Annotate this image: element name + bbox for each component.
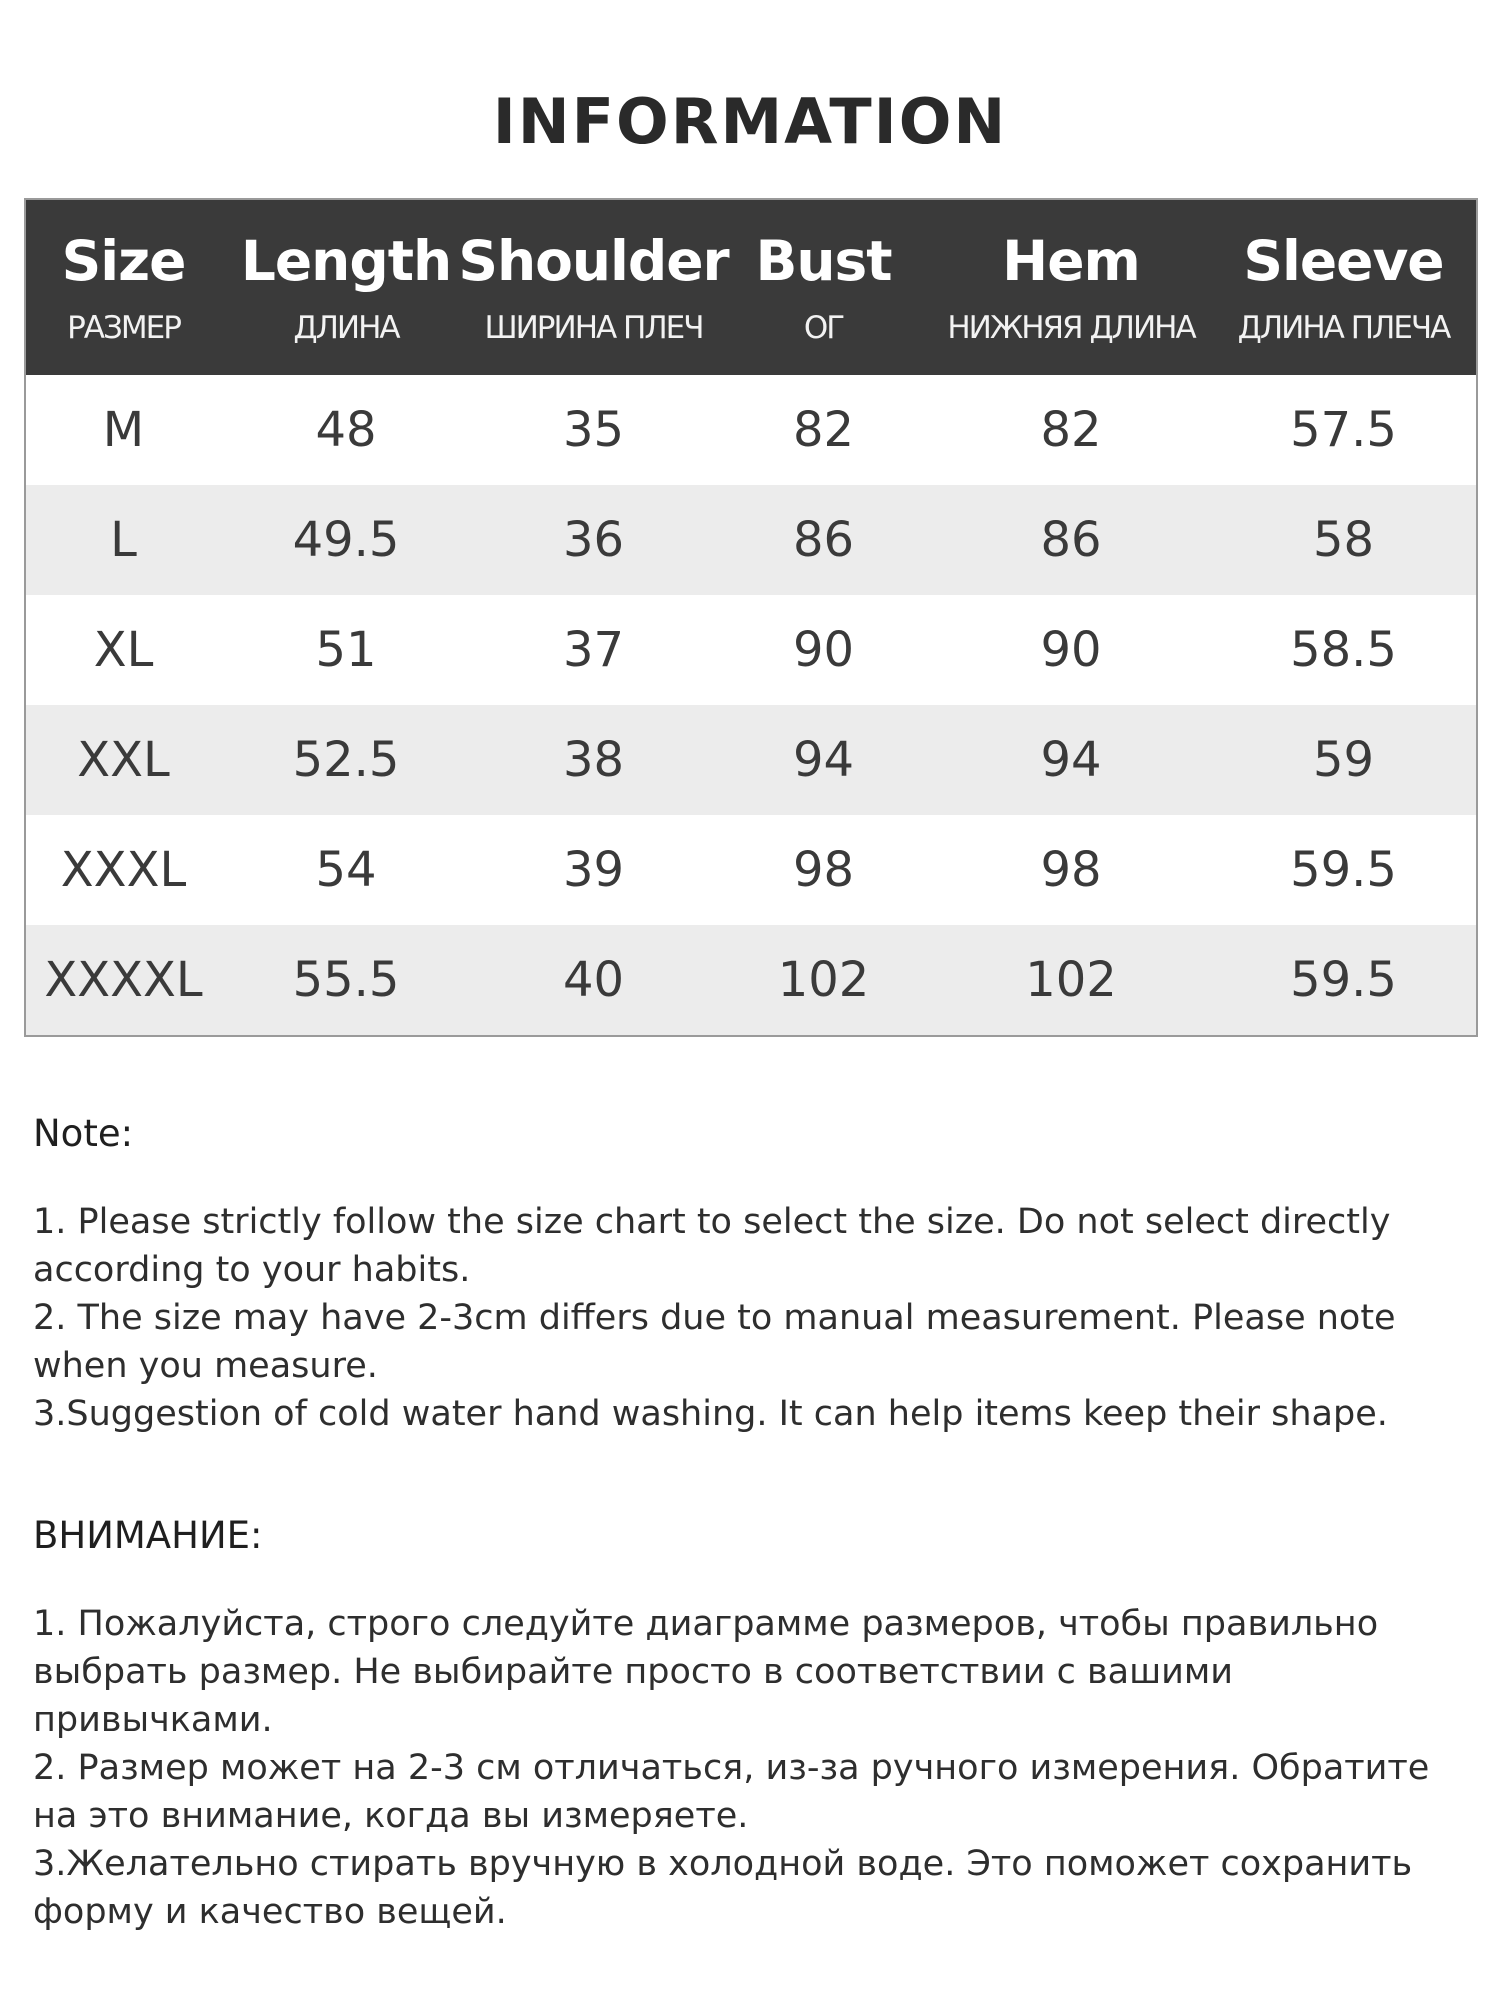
measurement-value: 102 [1025,952,1117,1008]
note-line: when you measure. [33,1346,378,1386]
measurement-value: 102 [777,952,870,1008]
measurement-value: 51 [315,622,377,678]
table-cell [221,375,471,485]
measurement-value: 82 [1040,402,1102,458]
note-ru-heading: ВНИМАНИЕ: [33,1514,263,1557]
table-cell [716,595,931,705]
table-cell [26,485,221,595]
header-length [221,200,471,375]
table-body [26,375,1476,1035]
measurement-value: 90 [792,622,855,678]
measurement-value: 58 [1312,512,1375,568]
measurement-value: 94 [792,732,855,788]
table-row [26,595,1476,705]
table-cell [471,485,716,595]
table-cell [716,815,931,925]
note-line: 1. Please strictly follow the size chart to select the size. Do not select directly [33,1202,1391,1242]
measurement-value: 82 [792,402,855,458]
table-row [26,375,1476,485]
measurement-value: 48 [315,402,377,458]
note-ru-section [33,1512,1463,1936]
measurement-value: 40 [562,952,625,1008]
table-cell [221,815,471,925]
table-cell [931,815,1211,925]
table-cell [931,595,1211,705]
table-cell [1211,375,1476,485]
note-en-lines [33,1198,1463,1438]
measurement-value: 54 [315,842,377,898]
table-cell [1211,485,1476,595]
measurement-value: 37 [562,622,625,678]
measurement-value: 90 [1040,622,1102,678]
note-ru-lines [33,1600,1463,1936]
note-line: на это внимание, когда вы измеряете. [33,1796,749,1836]
table-cell [471,595,716,705]
measurement-value: 38 [562,732,625,788]
measurement-value: 58.5 [1290,622,1397,678]
measurement-value: 39 [562,842,625,898]
table-cell [26,595,221,705]
table-cell [26,705,221,815]
table-cell [716,375,931,485]
measurement-value: 59.5 [1290,952,1397,1008]
measurement-value: 98 [792,842,855,898]
table-cell [471,925,716,1035]
header-label-ru: ДЛИНА ПЛЕЧА [1237,309,1450,346]
table-cell [716,485,931,595]
table-cell [26,815,221,925]
table-cell [931,375,1211,485]
table-cell [716,705,931,815]
size-label: XXL [77,732,170,788]
header-label-ru: ДЛИНА [293,309,399,346]
table-row [26,705,1476,815]
header-label-en: Sleeve [1243,228,1444,293]
header-hem [931,200,1211,375]
note-en-section [33,1110,1463,1438]
header-label-en: Bust [755,228,892,293]
size-label: XXXXL [44,952,203,1008]
table-cell [471,705,716,815]
size-chart-table [24,198,1478,1037]
note-line: 3.Suggestion of cold water hand washing. It can help items keep their shape. [33,1394,1388,1434]
table-cell [1211,925,1476,1035]
table-cell [716,925,931,1035]
table-cell [221,705,471,815]
note-line: привычками. [33,1700,273,1740]
measurement-value: 52.5 [292,732,400,788]
table-header [26,200,1476,375]
table-cell [931,925,1211,1035]
table-cell [931,485,1211,595]
size-label: XL [93,622,154,678]
header-label-ru: НИЖНЯЯ ДЛИНА [947,309,1195,346]
header-sleeve [1211,200,1476,375]
header-label-en: Hem [1002,228,1140,293]
note-line: выбрать размер. Не выбирайте просто в соответствии с вашими [33,1652,1234,1692]
page-title: INFORMATION [492,85,1008,158]
header-label-en: Shoulder [458,228,729,293]
measurement-value: 35 [562,402,625,458]
measurement-value: 57.5 [1290,402,1397,458]
size-label: XXXL [60,842,187,898]
header-label-ru: ОГ [803,309,844,346]
note-line: according to your habits. [33,1250,471,1290]
table-row [26,485,1476,595]
table-cell [221,595,471,705]
size-label: M [102,402,145,458]
measurement-value: 36 [562,512,625,568]
note-line: форму и качество вещей. [33,1892,507,1932]
table-cell [1211,595,1476,705]
table-cell [1211,815,1476,925]
table-cell [26,925,221,1035]
note-line: 2. The size may have 2-3cm differs due to manual measurement. Please note [33,1298,1396,1338]
header-size [26,200,221,375]
header-label-en: Size [61,228,186,293]
table-cell [471,815,716,925]
measurement-value: 98 [1040,842,1102,898]
table-row [26,815,1476,925]
measurement-value: 55.5 [292,952,400,1008]
header-bust [716,200,931,375]
header-label-ru: ШИРИНА ПЛЕЧ [484,309,703,346]
table-row [26,925,1476,1035]
measurement-value: 86 [792,512,855,568]
header-shoulder [458,200,729,375]
header-label-ru: РАЗМЕР [67,309,180,346]
note-en-heading: Note: [33,1112,134,1155]
measurement-value: 49.5 [292,512,400,568]
header-label-en: Length [240,228,452,293]
table-cell [221,485,471,595]
measurement-value: 94 [1040,732,1102,788]
measurement-value: 59 [1312,732,1375,788]
measurement-value: 59.5 [1290,842,1397,898]
note-line: 1. Пожалуйста, строго следуйте диаграмме размеров, чтобы правильно [33,1604,1379,1644]
table-cell [26,375,221,485]
note-line: 3.Желательно стирать вручную в холодной воде. Это поможет сохранить [33,1844,1413,1884]
table-cell [931,705,1211,815]
table-cell [221,925,471,1035]
table-cell [471,375,716,485]
size-label: L [110,512,137,568]
table-cell [1211,705,1476,815]
note-line: 2. Размер может на 2-3 см отличаться, из-за ручного измерения. Обратите [33,1748,1430,1788]
measurement-value: 86 [1040,512,1102,568]
